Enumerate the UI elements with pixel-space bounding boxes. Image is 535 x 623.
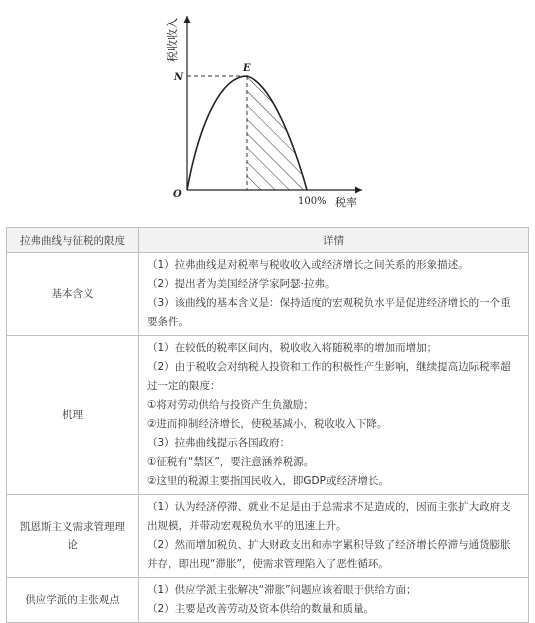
origin-label: O xyxy=(173,189,182,200)
laffer-curve-figure xyxy=(0,0,535,222)
detail-line: （3）该曲线的基本含义是：保持适度的宏观税负水平是促进经济增长的一个重 xyxy=(147,297,511,309)
detail-line: （1）认为经济停滞、就业不足是由于总需求不足造成的，因而主张扩大政府支 xyxy=(147,501,511,513)
peak-label: E xyxy=(243,63,251,74)
row-label-line: 论 xyxy=(67,539,78,551)
row-detail xyxy=(139,336,529,495)
x-axis-label: 税率 xyxy=(335,196,357,209)
table-header-row xyxy=(7,228,529,253)
n-label: N xyxy=(174,72,184,83)
table-row xyxy=(7,495,529,578)
header-topic: 拉弗曲线与征税的限度 xyxy=(7,228,139,253)
detail-line: （1）拉弗曲线是对税率与税收收入或经济增长之间关系的形象描述。 xyxy=(147,259,469,271)
row-detail xyxy=(139,495,529,578)
detail-line: ①将对劳动供给与投资产生负激励； xyxy=(147,399,314,411)
detail-line: 过一定的限度： xyxy=(147,380,221,392)
row-label-line: 凯恩斯主义需求管理理 xyxy=(20,521,125,533)
header-detail: 详情 xyxy=(139,228,529,253)
detail-line: ①征税有“禁区”，要注意涵养税源。 xyxy=(147,456,315,468)
detail-line: （3）拉弗曲线提示各国政府： xyxy=(147,437,291,449)
detail-line: （2）由于税收会对纳税人投资和工作的积极性产生影响，继续提高边际税率超 xyxy=(147,361,511,373)
hatched-region xyxy=(247,76,307,190)
x-end-label: 100% xyxy=(298,196,327,207)
detail-line: ②进而抑制经济增长，使税基减小，税收收入下降。 xyxy=(147,418,388,430)
table-row xyxy=(7,253,529,336)
detail-line: 并存，即出现“滞胀”，使需求管理陷入了恶性循环。 xyxy=(147,558,389,570)
row-label xyxy=(7,495,139,578)
detail-line: 出规模，并带动宏观税负水平的迅速上升。 xyxy=(147,520,347,532)
detail-line: （1）供应学派主张解决“滞胀”问题应该着眼于供给方面； xyxy=(147,584,417,596)
detail-line: ②这里的税源主要指国民收入，即GDP或经济增长。 xyxy=(147,475,389,487)
detail-line: （2）提出者为美国经济学家阿瑟·拉弗。 xyxy=(147,278,336,290)
detail-line: （2）主要是改善劳动及资本供给的数量和质量。 xyxy=(147,603,375,615)
detail-line: （1）在较低的税率区间内，税收收入将随税率的增加而增加； xyxy=(147,342,438,354)
table-row xyxy=(7,336,529,495)
table-row xyxy=(7,578,529,623)
laffer-table xyxy=(6,227,529,623)
detail-line: （2）然而增加税负、扩大财政支出和赤字累积导致了经济增长停滞与通货膨胀 xyxy=(147,539,511,551)
row-label: 供应学派的主张观点 xyxy=(7,578,139,623)
row-detail xyxy=(139,253,529,336)
detail-line: 要条件。 xyxy=(147,316,189,328)
y-axis-label: 税收收入 xyxy=(166,18,179,62)
row-detail xyxy=(139,578,529,623)
row-label: 基本含义 xyxy=(7,253,139,336)
row-label: 机理 xyxy=(7,336,139,495)
